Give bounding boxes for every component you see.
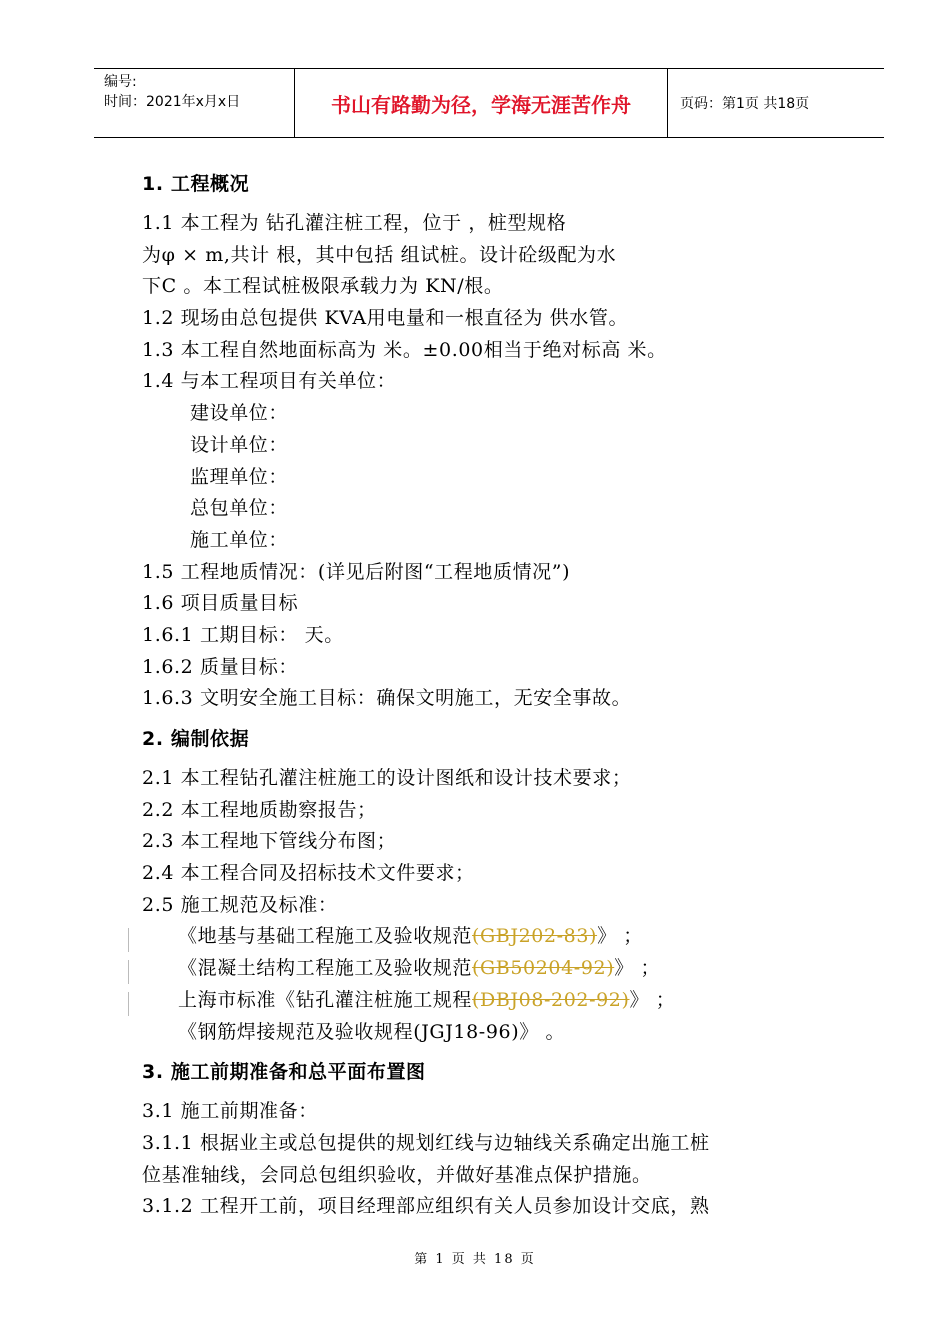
header-motto: 书山有路勤为径，学海无涯苦作舟	[331, 92, 631, 117]
paragraph: 位基准轴线，会同总包组织验收，并做好基准点保护措施。	[142, 1163, 652, 1186]
paragraph: 2.3 本工程地下管线分布图；	[142, 830, 397, 853]
revision-bar	[128, 928, 129, 952]
paragraph: 下C 。本工程试桩极限承载力为 KN/根。	[142, 275, 504, 298]
standard-line	[142, 953, 842, 985]
standard-title: 上海市标准《钻孔灌注桩施工规程	[178, 988, 473, 1011]
paragraph: 1.6.3 文明安全施工目标：确保文明施工，无安全事故。	[142, 687, 632, 710]
page-footer: 第 1 页 共 18 页	[414, 1252, 536, 1267]
standard-line	[142, 921, 842, 953]
section-heading: 3. 施工前期准备和总平面布置图	[142, 1061, 426, 1084]
section-heading: 2. 编制依据	[142, 728, 250, 750]
paragraph: 3.1.2 工程开工前，项目经理部应组织有关人员参加设计交底，熟	[142, 1195, 710, 1218]
serial-label: 编号:	[104, 74, 137, 90]
document-body	[142, 166, 842, 1223]
paragraph: 2.1 本工程钻孔灌注桩施工的设计图纸和设计技术要求；	[142, 767, 632, 789]
deleted-code: (GB50204-92)	[472, 957, 615, 980]
paragraph: 1.6.1 工期目标： 天。	[142, 623, 344, 646]
paragraph: 2.5 施工规范及标准：	[142, 893, 338, 916]
unit-line: 施工单位：	[190, 528, 289, 551]
paragraph: 为φ × m,共计 根，其中包括 组试桩。设计砼级配为水	[142, 243, 617, 266]
paragraph: 1.1 本工程为 钻孔灌注桩工程，位于 ，桩型规格	[142, 212, 567, 234]
revision-bar	[128, 960, 129, 984]
paragraph: 3.1.1 根据业主或总包提供的规划红线与边轴线关系确定出施工桩	[142, 1131, 710, 1154]
header-meta	[94, 69, 294, 137]
paragraph: 1.5 工程地质情况：(详见后附图“工程地质情况”)	[142, 560, 571, 583]
page-header	[94, 68, 884, 138]
paragraph: 2.2 本工程地质勘察报告；	[142, 798, 377, 821]
standard-end: 》 ；	[597, 925, 643, 948]
paragraph: 1.3 本工程自然地面标高为 米。±0.00相当于绝对标高 米。	[142, 338, 667, 361]
paragraph: 1.6 项目质量目标	[142, 592, 299, 615]
section-heading: 1. 工程概况	[142, 173, 250, 195]
paragraph: 1.2 现场由总包提供 KVA用电量和一根直径为 供水管。	[142, 307, 629, 330]
standard-title: 《混凝土结构工程施工及验收规范	[178, 957, 473, 980]
unit-line: 总包单位：	[190, 497, 289, 520]
revision-bar	[128, 992, 129, 1016]
header-divider	[667, 69, 668, 137]
paragraph: 1.4 与本工程项目有关单位：	[142, 370, 397, 393]
unit-line: 建设单位：	[190, 402, 289, 425]
paragraph: 2.4 本工程合同及招标技术文件要求；	[142, 862, 475, 885]
unit-line: 监理单位：	[190, 465, 289, 488]
standard-title: 《地基与基础工程施工及验收规范	[178, 925, 473, 948]
standard-line: 《钢筋焊接规范及验收规程(JGJ18-96)》 。	[178, 1020, 566, 1043]
standard-end: 》 ；	[629, 988, 676, 1011]
header-page-info: 页码：第1页 共18页	[680, 96, 810, 112]
paragraph: 1.6.2 质量目标：	[142, 655, 298, 678]
standard-end: 》 ；	[614, 957, 661, 980]
deleted-code: (GBJ202-83)	[472, 925, 598, 948]
standard-line	[142, 985, 842, 1017]
deleted-code: (DBJ08-202-92)	[472, 988, 630, 1011]
time-label: 时间：2021年x月x日	[104, 94, 241, 110]
paragraph: 3.1 施工前期准备：	[142, 1100, 318, 1123]
unit-line: 设计单位：	[190, 433, 289, 456]
